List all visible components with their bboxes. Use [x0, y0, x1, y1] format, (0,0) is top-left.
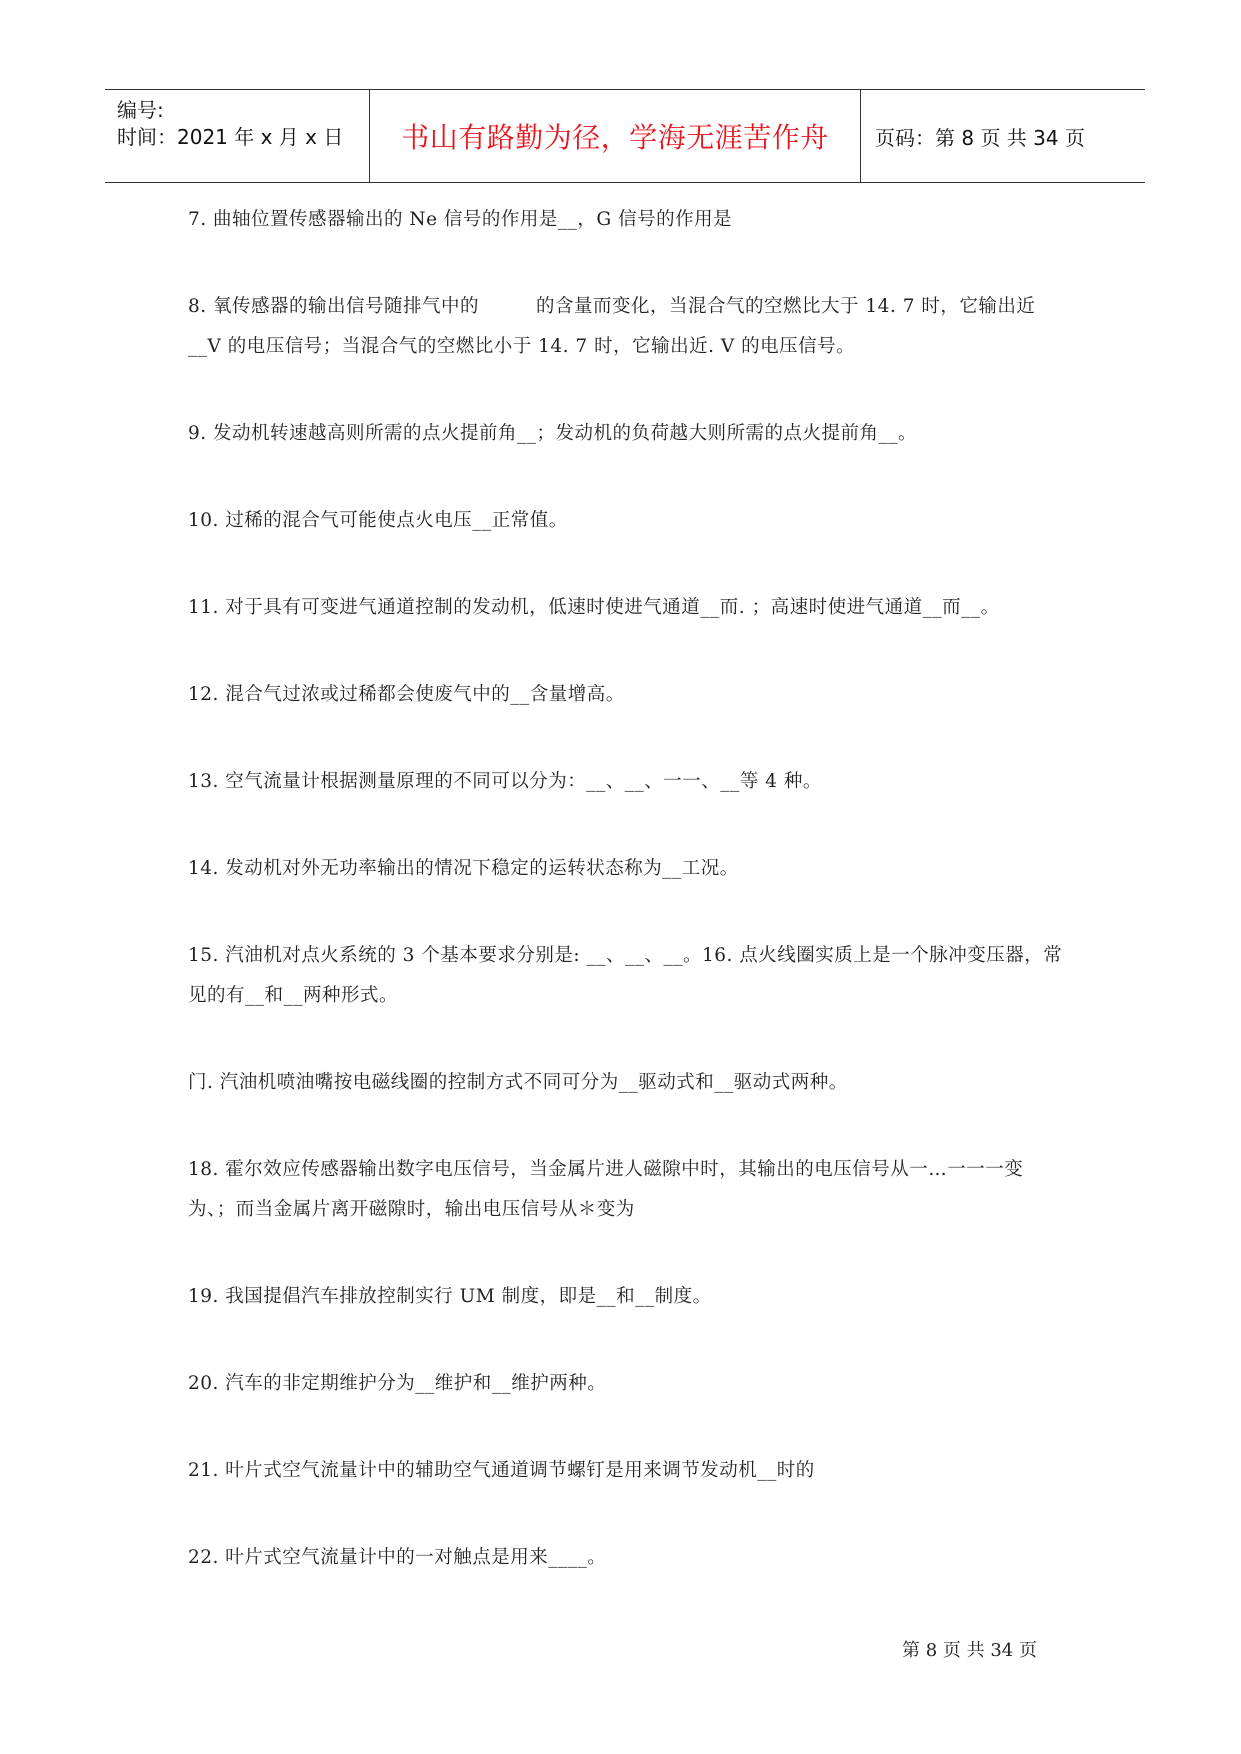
question-item: 7. 曲轴位置传感器输出的 Ne 信号的作用是__，G 信号的作用是 [188, 209, 733, 230]
question-item: 8. 氧传感器的输出信号随排气中的 的含量而变化，当混合气的空燃比大于 14. 7 时，它输出近__V 的电压信号；当混合气的空燃比小于 14. 7 时，它输出近. V 的电压信号。 [188, 296, 1036, 357]
question-item: 13. 空气流量计根据测量原理的不同可以分为：__、__、一一、__等 4 种。 [188, 771, 822, 792]
question-item: 19. 我国提倡汽车排放控制实行 UM 制度，即是__和__制度。 [188, 1286, 712, 1307]
header-info [117, 90, 369, 182]
question-list [188, 200, 1068, 1625]
question-item: 15. 汽油机对点火系统的 3 个基本要求分别是: __、__、__。16. 点火线圈实质上是一个脉冲变压器，常见的有__和__两种形式。 [188, 945, 1063, 1006]
header-page-number: 页码：第 8 页 共 34 页 [875, 125, 1085, 150]
page-header [105, 89, 1145, 183]
question-item: 门. 汽油机喷油嘴按电磁线圈的控制方式不同可分为__驱动式和__驱动式两种。 [188, 1072, 848, 1093]
question-item: 20. 汽车的非定期维护分为__维护和__维护两种。 [188, 1373, 607, 1394]
question-item: 14. 发动机对外无功率输出的情况下稳定的运转状态称为__工况。 [188, 858, 739, 879]
page-footer: 第 8 页 共 34 页 [902, 1640, 1037, 1661]
question-item: 12. 混合气过浓或过稀都会使废气中的__含量增高。 [188, 684, 625, 705]
header-divider [860, 90, 861, 182]
question-item: 18. 霍尔效应传感器输出数字电压信号，当金属片进人磁隙中时，其输出的电压信号从一…一一一变为、；而当金属片离开磁隙时，输出电压信号从＊变为 [188, 1159, 1024, 1220]
question-item: 22. 叶片式空气流量计中的一对触点是用来____。 [188, 1547, 607, 1568]
question-item: 11. 对于具有可变进气通道控制的发动机，低速时使进气通道__而. ；高速时使进气通道__而__。 [188, 597, 1000, 618]
question-item: 21. 叶片式空气流量计中的辅助空气通道调节螺钉是用来调节发动机__时的 [188, 1460, 815, 1481]
document-number-label: 编号: [117, 98, 164, 122]
question-item: 10. 过稀的混合气可能使点火电压__正常值。 [188, 510, 568, 531]
header-divider [369, 90, 370, 182]
question-item: 9. 发动机转速越高则所需的点火提前角__；发动机的负荷越大则所需的点火提前角__。 [188, 423, 918, 444]
header-motto: 书山有路勤为径，学海无涯苦作舟 [401, 121, 829, 154]
document-time-label: 时间：2021 年 x 月 x 日 [117, 125, 344, 149]
